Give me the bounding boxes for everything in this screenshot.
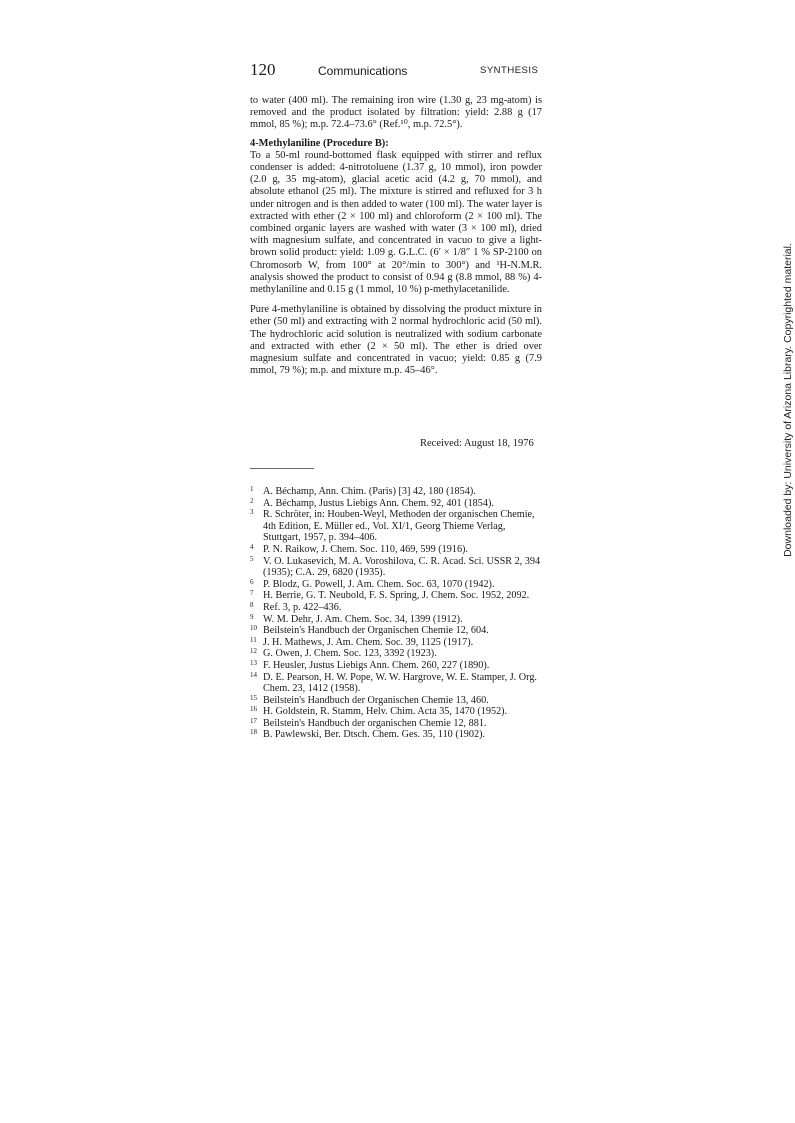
reference-text: Beilstein's Handbuch der organischen Chemie 12, 881. xyxy=(263,717,487,729)
reference-number: 3 xyxy=(250,508,254,517)
reference-item xyxy=(250,729,542,741)
reference-item xyxy=(250,660,542,672)
procedure-heading: 4-Methylaniline (Procedure B): xyxy=(250,137,389,149)
reference-item xyxy=(250,648,542,660)
reference-text: A. Béchamp, Ann. Chim. (Paris) [3] 42, 180 (1854). xyxy=(263,486,476,497)
reference-number: 6 xyxy=(250,577,254,586)
reference-number: 8 xyxy=(250,600,254,609)
reference-item xyxy=(250,625,542,637)
reference-text: D. E. Pearson, H. W. Pope, W. W. Hargrove, W. E. Stamper, J. Org. Chem. 23, 1412 (1958). xyxy=(263,671,537,695)
reference-text: R. Schröter, in: Houben-Weyl, Methoden der organischen Chemie, 4th Edition, E. Müller ed., Vol. XI/1, Georg Thieme Verlag, Stuttgart, 1957, p. 394–406. xyxy=(263,509,535,544)
reference-text: W. M. Dehr, J. Am. Chem. Soc. 34, 1399 (1912). xyxy=(263,613,463,625)
reference-text: F. Heusler, Justus Liebigs Ann. Chem. 260, 227 (1890). xyxy=(263,659,490,671)
reference-item xyxy=(250,672,542,695)
reference-text: B. Pawlewski, Ber. Dtsch. Chem. Ges. 35, 110 (1902). xyxy=(263,729,486,741)
reference-list xyxy=(250,486,542,741)
reference-number: 9 xyxy=(250,612,254,621)
reference-number: 12 xyxy=(250,647,257,656)
paragraph-1: to water (400 ml). The remaining iron wire (1.30 g, 23 mg-atom) is removed and the product isolated by filtration: yield: 2.88 g (17 mmol, 85 %); m.p. 72.4–73.6° (Ref.¹⁰, m.p. 72.5°). xyxy=(250,95,542,131)
reference-number: 10 xyxy=(250,624,257,633)
reference-number: 7 xyxy=(250,589,254,598)
reference-number: 1 xyxy=(250,485,254,493)
paragraph-2: To a 50-ml round-bottomed flask equipped with stirrer and reflux condenser is added: 4-nitrotoluene (1.37 g, 10 mmol), iron powder (2.0 g, 35 mg-atom), glacial acetic acid (4.2 g, 70 mmol), and absolute ethanol (25 ml). The mixture is stirred and refluxed for 3 h under nitrogen and is then added to water (100 ml). The water layer is extracted with ether (2 × 100 ml) and chloroform (2 × 100 ml). The combined organic layers are washed with water (3 × 100 ml), dried with magnesium sulfate, and concentrated in vacuo to give a light-brown solid product: yield: 1.09 g. G.L.C. (6′ × 1/8″ 1 % SP-2100 on Chromosorb W, from 100° at 20°/min to 300°) and ¹H-N.M.R. analysis showed the product to consist of 0.94 g (8.8 mmol, 88 %) 4-methylaniline and 0.15 g (1 mmol, 10 %) p-methylacetanilide. xyxy=(250,149,542,296)
reference-number: 11 xyxy=(250,635,257,644)
reference-text: A. Béchamp, Justus Liebigs Ann. Chem. 92, 401 (1854). xyxy=(263,497,494,509)
reference-item xyxy=(250,614,542,626)
article-body xyxy=(250,95,542,377)
reference-number: 17 xyxy=(250,716,257,725)
reference-item xyxy=(250,602,542,614)
journal-name: SYNTHESIS xyxy=(480,65,539,76)
reference-number: 16 xyxy=(250,705,257,714)
reference-item xyxy=(250,637,542,649)
reference-number: 5 xyxy=(250,554,254,563)
reference-number: 2 xyxy=(250,496,254,505)
received-date: Received: August 18, 1976 xyxy=(420,438,534,449)
download-notice-text: Downloaded by: University of Arizona Library. Copyrighted material. xyxy=(782,243,794,557)
reference-number: 15 xyxy=(250,693,257,702)
reference-text: Ref. 3, p. 422–436. xyxy=(263,601,342,613)
paragraph-3: Pure 4-methylaniline is obtained by dissolving the product mixture in ether (50 ml) and extracting with 2 normal hydrochloric acid (50 ml). The hydrochloric acid solution is neutralized with sodium carbonate and extracted with ether (2 × 50 ml). The ether is dried over magnesium sulfate and concentrated in vacuo; yield: 0.85 g (7.9 mmol, 79 %); m.p. and mixture m.p. 45–46°. xyxy=(250,304,542,377)
reference-item xyxy=(250,590,542,602)
reference-text: V. O. Lukasevich, M. A. Voroshilova, C. R. Acad. Sci. USSR 2, 394 (1935); C.A. 29, 6820 (1935). xyxy=(263,555,541,579)
reference-text: G. Owen, J. Chem. Soc. 123, 3392 (1923). xyxy=(263,648,437,660)
reference-text: H. Goldstein, R. Stamm, Helv. Chim. Acta 35, 1470 (1952). xyxy=(263,706,508,718)
reference-item xyxy=(250,544,542,556)
section-title: Communications xyxy=(318,64,408,78)
footnote-divider xyxy=(250,468,314,469)
reference-number: 4 xyxy=(250,542,254,551)
reference-text: P. N. Raikow, J. Chem. Soc. 110, 469, 599 (1916). xyxy=(263,543,468,555)
page-number: 120 xyxy=(250,60,276,79)
reference-number: 18 xyxy=(250,728,257,737)
reference-number: 14 xyxy=(250,670,257,679)
reference-text: P. Blodz, G. Powell, J. Am. Chem. Soc. 63, 1070 (1942). xyxy=(263,578,495,590)
reference-number: 13 xyxy=(250,658,257,667)
reference-item xyxy=(250,579,542,591)
reference-item xyxy=(250,509,542,544)
reference-text: J. H. Mathews, J. Am. Chem. Soc. 39, 1125 (1917). xyxy=(263,636,474,648)
reference-text: H. Berrie, G. T. Neubold, F. S. Spring, J. Chem. Soc. 1952, 2092. xyxy=(263,590,530,602)
reference-text: Beilstein's Handbuch der Organischen Chemie 13, 460. xyxy=(263,694,489,706)
reference-item xyxy=(250,498,542,510)
reference-item xyxy=(250,486,542,498)
reference-item xyxy=(250,556,542,579)
reference-item xyxy=(250,706,542,718)
reference-text: Beilstein's Handbuch der Organischen Chemie 12, 604. xyxy=(263,625,489,637)
reference-item xyxy=(250,718,542,730)
reference-item xyxy=(250,695,542,707)
